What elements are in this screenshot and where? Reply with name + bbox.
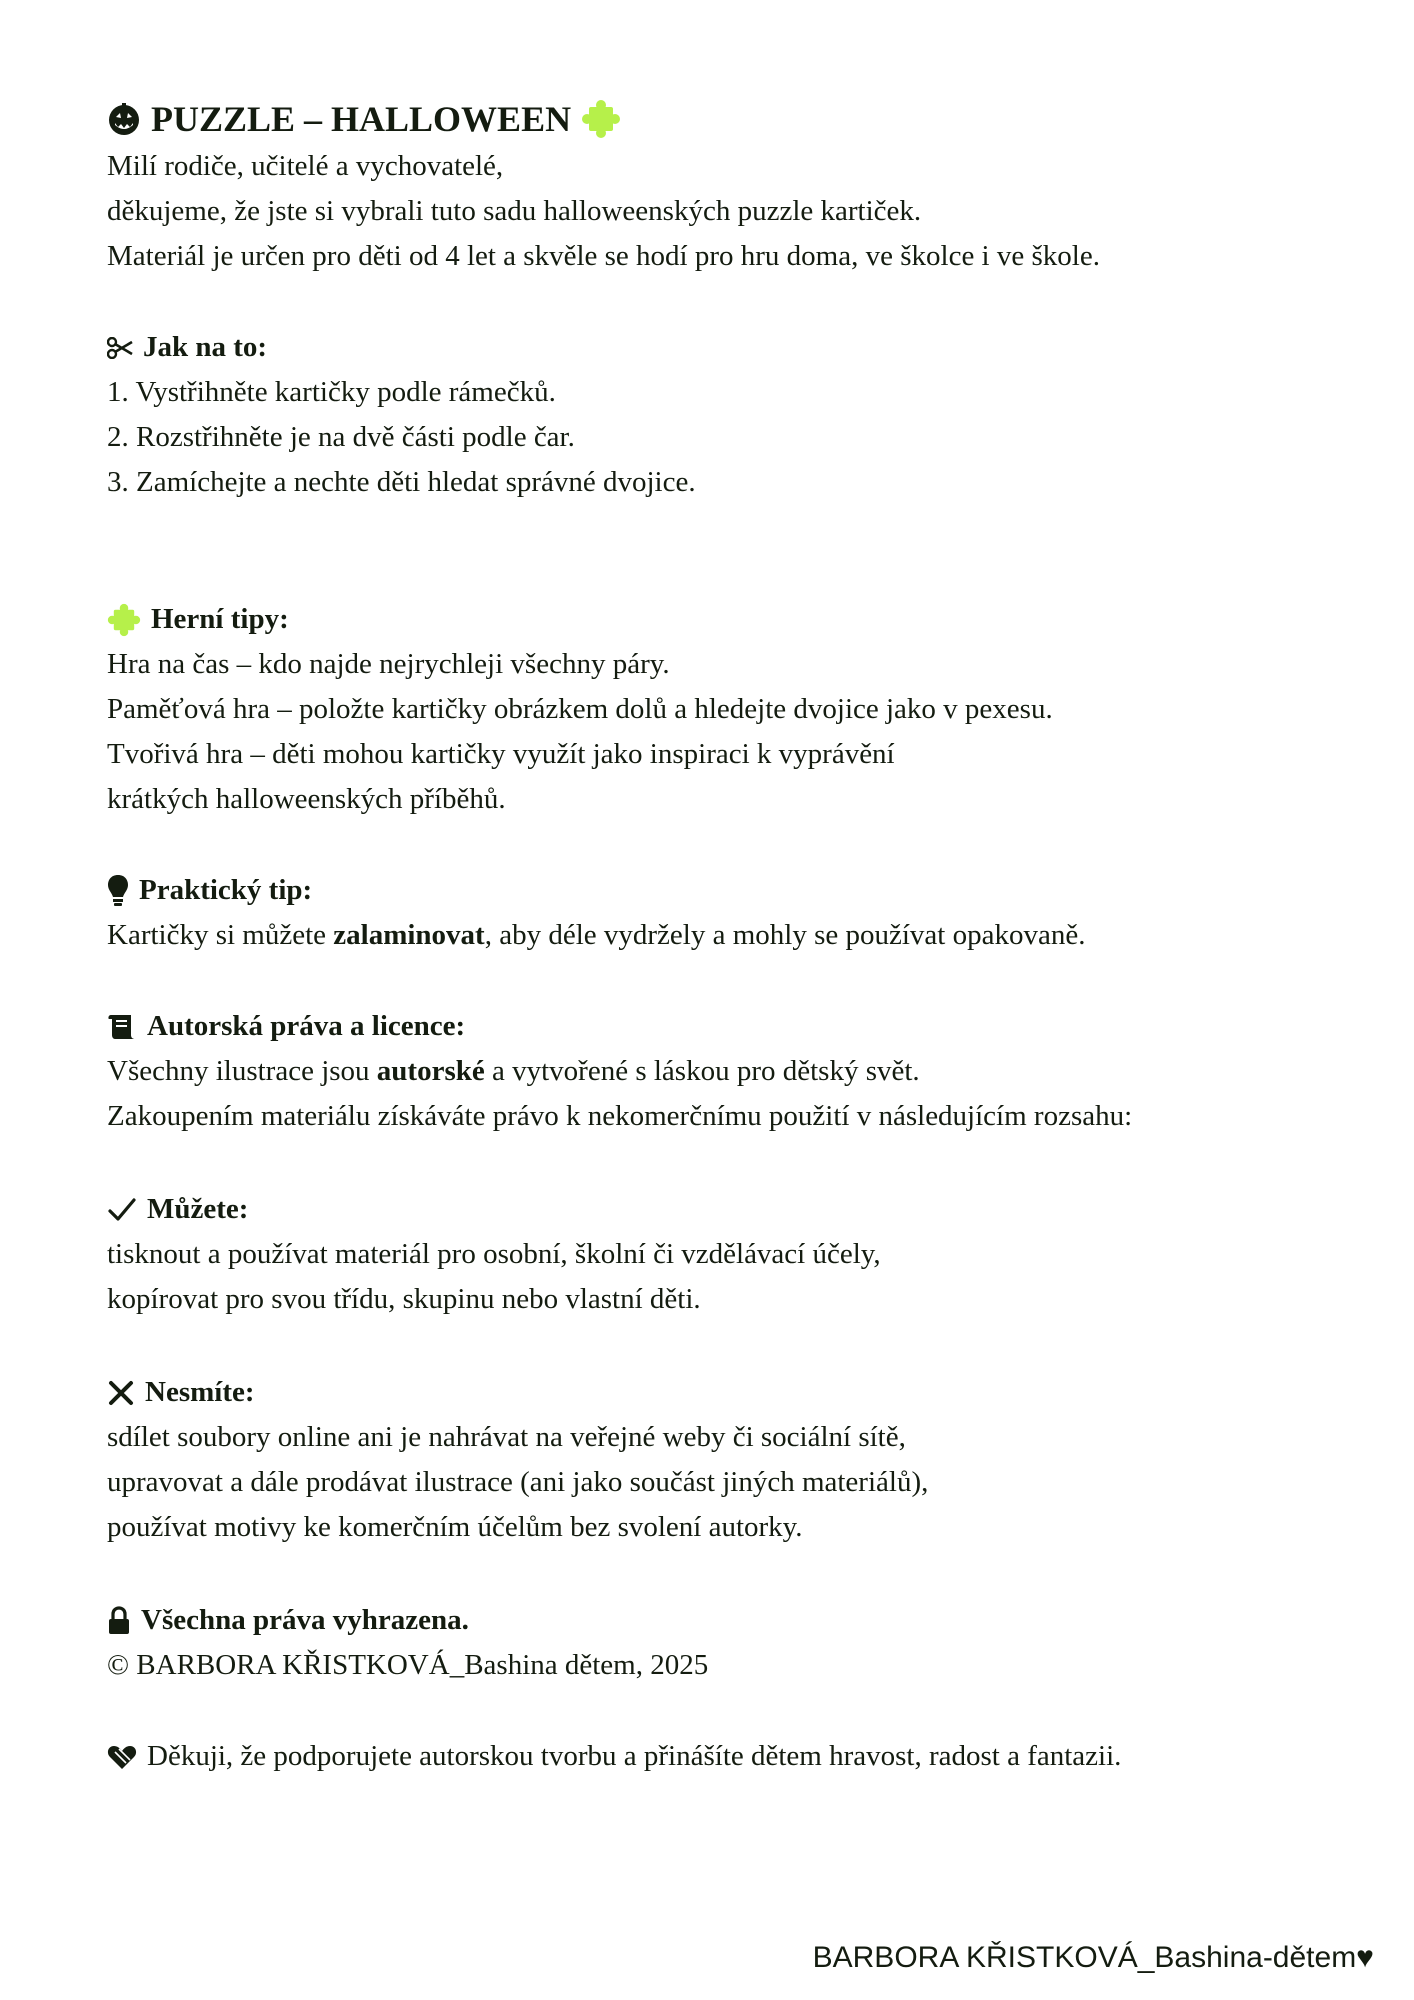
allowed-line-1: tisknout a používat materiál pro osobní, školní či vzdělávací účely, — [107, 1238, 881, 1270]
rights-heading-text: Všechna práva vyhrazena. — [141, 1604, 469, 1636]
allowed-line-2: kopírovat pro svou třídu, skupinu nebo vlastní děti. — [107, 1283, 701, 1315]
step-2: 2. Rozstřihněte je na dvě části podle čar. — [107, 421, 575, 453]
cross-mark-icon — [107, 1379, 135, 1407]
intro-line-3: Materiál je určen pro děti od 4 let a skvěle se hodí pro hru doma, ve školce i ve škole. — [107, 240, 1100, 272]
tips-heading-text: Herní tipy: — [151, 603, 289, 635]
copyright-text-start: Všechny ilustrace jsou — [107, 1055, 377, 1087]
scroll-icon — [107, 1013, 137, 1041]
practical-heading — [107, 868, 1327, 913]
allowed-heading-text: Můžete: — [147, 1193, 249, 1225]
tips-heading — [107, 597, 1327, 642]
practical-text-start: Kartičky si můžete — [107, 919, 334, 951]
practical-heading-text: Praktický tip: — [139, 874, 313, 906]
lock-icon — [107, 1606, 131, 1636]
puzzle-piece-icon — [107, 603, 141, 637]
copyright-text-end: a vytvořené s láskou pro dětský svět. — [484, 1055, 920, 1087]
footer-signature: BARBORA KŘISTKOVÁ_Bashina-dětem♥ — [812, 1941, 1374, 1974]
practical-emphasis: zalaminovat — [333, 919, 485, 951]
copyright-notice: © BARBORA KŘISTKOVÁ_Bashina dětem, 2025 — [107, 1649, 709, 1681]
puzzle-piece-icon — [581, 99, 621, 139]
forbidden-heading — [107, 1370, 1327, 1415]
copyright-heading-text: Autorská práva a licence: — [147, 1010, 466, 1042]
lightbulb-icon — [107, 874, 129, 908]
rights-heading — [107, 1598, 1327, 1643]
page-title — [107, 94, 1327, 144]
check-mark-icon — [107, 1196, 137, 1224]
copyright-emphasis: autorské — [376, 1055, 485, 1087]
forbidden-line-1: sdílet soubory online ani je nahrávat na veřejné weby či sociální sítě, — [107, 1421, 906, 1453]
practical-line — [107, 913, 1327, 958]
copyright-line-2: Zakoupením materiálu získáváte právo k nekomerčnímu použití v následujícím rozsahu: — [107, 1100, 1133, 1132]
document-body — [107, 94, 1327, 1779]
forbidden-line-2: upravovat a dále prodávat ilustrace (ani jako součást jiných materiálů), — [107, 1466, 929, 1498]
intro-line-2: děkujeme, že jste si vybrali tuto sadu halloweenských puzzle kartiček. — [107, 195, 922, 227]
tip-line-2: Paměťová hra – položte kartičky obrázkem dolů a hledejte dvojice jako v pexesu. — [107, 693, 1053, 725]
tip-line-1: Hra na čas – kdo najde nejrychleji všechny páry. — [107, 648, 670, 680]
practical-text-end: , aby déle vydržely a mohly se používat opakovaně. — [484, 919, 1086, 951]
copyright-heading — [107, 1004, 1327, 1049]
scissors-icon — [107, 337, 133, 359]
step-1: 1. Vystřihněte kartičky podle rámečků. — [107, 376, 556, 408]
intro-line-1: Milí rodiče, učitelé a vychovatelé, — [107, 150, 504, 182]
step-3: 3. Zamíchejte a nechte děti hledat správné dvojice. — [107, 466, 696, 498]
forbidden-heading-text: Nesmíte: — [145, 1376, 255, 1408]
heart-icon — [107, 1744, 137, 1770]
tip-line-4: krátkých halloweenských příběhů. — [107, 783, 506, 815]
thanks-line — [107, 1734, 1327, 1779]
copyright-line-1 — [107, 1049, 1327, 1094]
how-to-heading — [107, 325, 1327, 370]
tip-line-3: Tvořivá hra – děti mohou kartičky využít jako inspiraci k vyprávění — [107, 738, 895, 770]
title-text: PUZZLE – HALLOWEEN — [151, 99, 572, 139]
forbidden-line-3: používat motivy ke komerčním účelům bez svolení autorky. — [107, 1511, 803, 1543]
thanks-text: Děkuji, že podporujete autorskou tvorbu a přinášíte dětem hravost, radost a fantazii. — [147, 1740, 1122, 1772]
allowed-heading — [107, 1187, 1327, 1232]
pumpkin-icon — [107, 102, 141, 136]
how-to-heading-text: Jak na to: — [143, 331, 268, 363]
